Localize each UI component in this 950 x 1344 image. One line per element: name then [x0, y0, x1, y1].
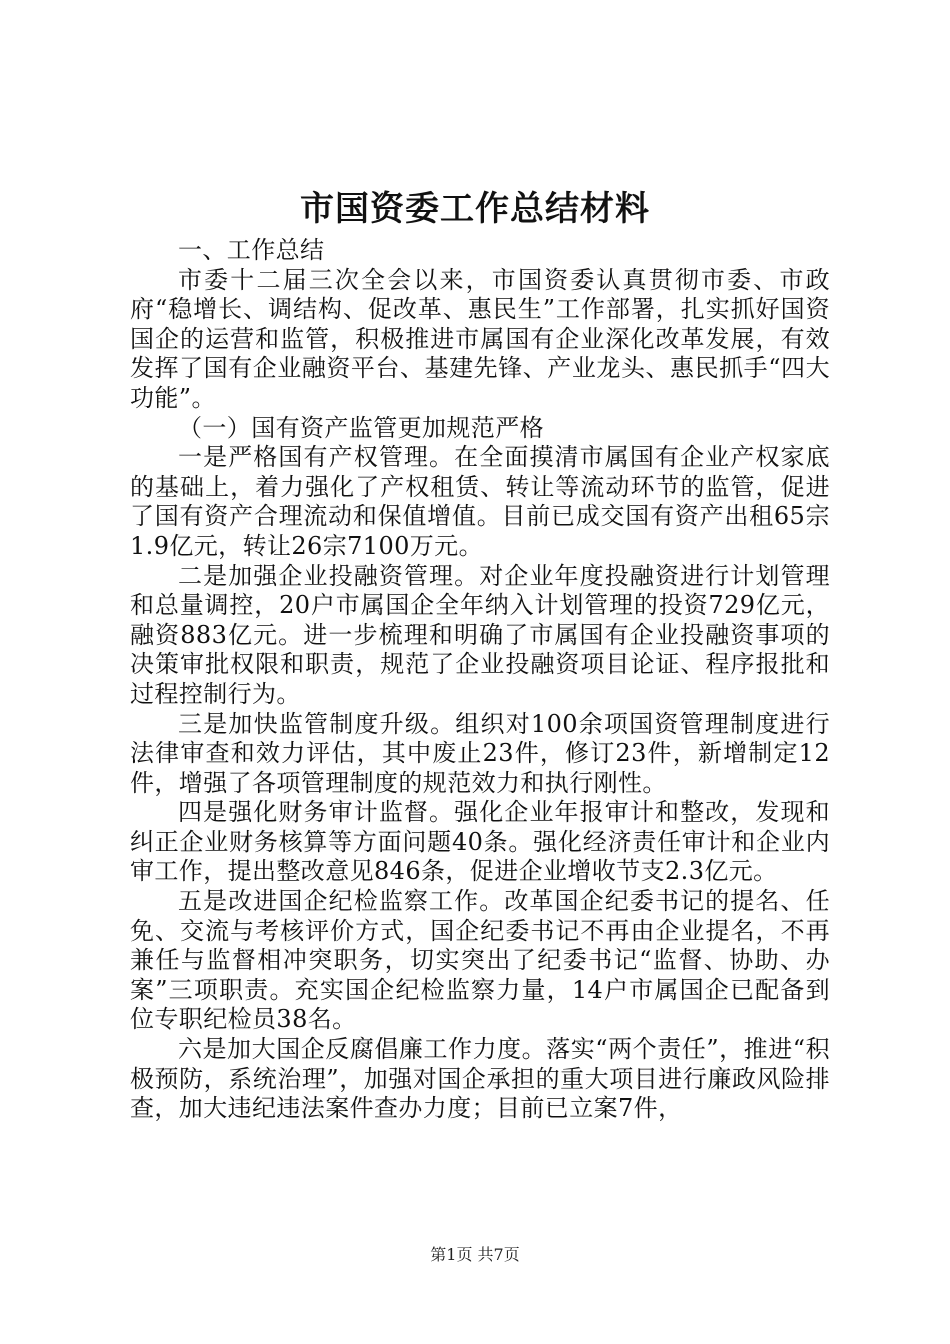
- paragraph-intro: 市委十二届三次全会以来，市国资委认真贯彻市委、市政府“稳增长、调结构、促改革、惠民生”工作部署，扎实抓好国资国企的运营和监管，积极推进市属国有企业深化改革发展，有效发挥了国有企业融资平台、基建先锋、产业龙头、惠民抓手“四大功能”。: [130, 265, 830, 412]
- page-number-footer: 第1页 共7页: [430, 1245, 520, 1264]
- subsection-heading-asset-supervision: （一）国有资产监管更加规范严格: [178, 413, 544, 442]
- paragraph-financial-audit: 四是强化财务审计监督。强化企业年报审计和整改，发现和纠正企业财务核算等方面问题40条。强化经济责任审计和企业内审工作，提出整改意见846条，促进企业增收节支2.3亿元。: [130, 798, 830, 886]
- paragraph-investment-financing: 二是加强企业投融资管理。对企业年度投融资进行计划管理和总量调控，20户市属国企全年纳入计划管理的投资729亿元，融资883亿元。进一步梳理和明确了市属国有企业投融资事项的决策审批权限和职责，规范了企业投融资项目论证、程序报批和过程控制行为。: [130, 561, 830, 708]
- paragraph-regulatory-system: 三是加快监管制度升级。组织对100余项国资管理制度进行法律审查和效力评估，其中废止23件，修订23件，新增制定12件，增强了各项管理制度的规范效力和执行刚性。: [130, 709, 830, 797]
- section-heading-work-summary: 一、工作总结: [178, 236, 325, 264]
- document-body: [130, 236, 830, 1124]
- paragraph-discipline-inspection: 五是改进国企纪检监察工作。改革国企纪委书记的提名、任免、交流与考核评价方式，国企纪委书记不再由企业提名，不再兼任与监督相冲突职务，切实突出了纪委书记“监督、协助、办案”三项职责。充实国企纪检监察力量，14户市属国企已配备到位专职纪检员38名。: [130, 887, 830, 1034]
- paragraph-anti-corruption: 六是加大国企反腐倡廉工作力度。落实“两个责任”，推进“积极预防，系统治理”，加强对国企承担的重大项目进行廉政风险排查，加大违纪违法案件查办力度；目前已立案7件，: [130, 1035, 830, 1123]
- document-title: 市国资委工作总结材料: [300, 189, 650, 229]
- paragraph-property-rights: 一是严格国有产权管理。在全面摸清市属国有企业产权家底的基础上，着力强化了产权租赁、转让等流动环节的监管，促进了国有资产合理流动和保值增值。目前已成交国有资产出租65宗1.9亿元，转让26宗7100万元。: [130, 443, 830, 560]
